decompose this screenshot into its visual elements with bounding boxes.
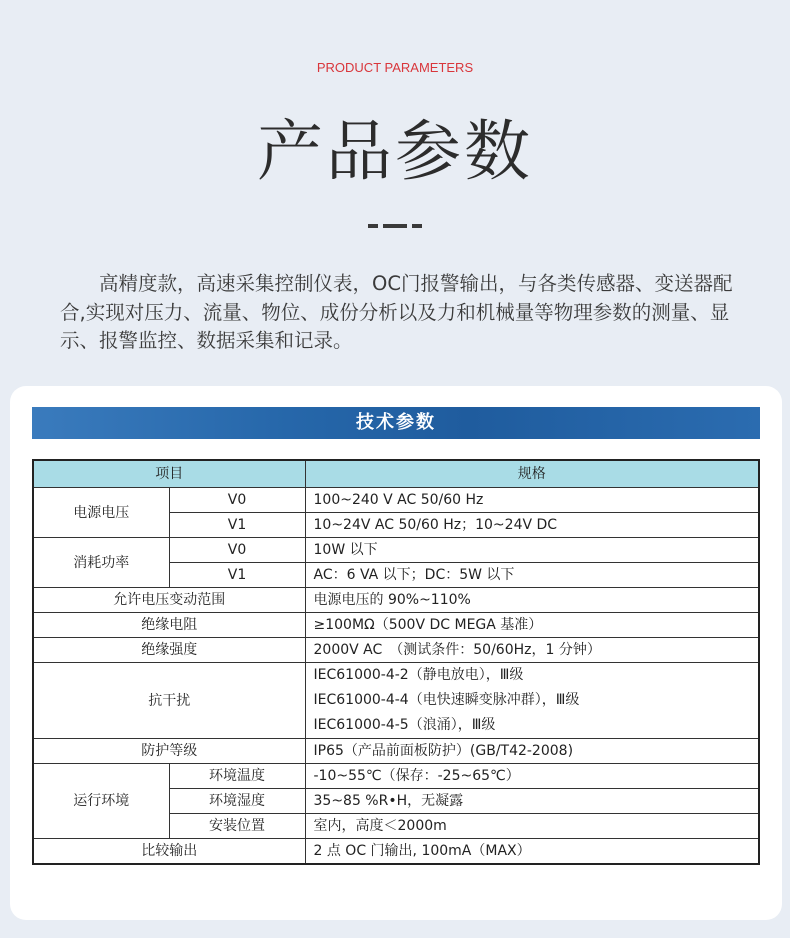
spec-band-title: 技术参数 xyxy=(32,407,760,439)
spec-card xyxy=(10,386,782,920)
row-sublabel: 环境温度 xyxy=(169,764,305,789)
row-sublabel: V0 xyxy=(169,538,305,563)
table-row xyxy=(33,638,759,663)
title-divider xyxy=(368,224,424,228)
row-value: -10~55℃（保存：-25~65℃） xyxy=(305,764,759,789)
row-label: 消耗功率 xyxy=(33,538,169,588)
row-label: 电源电压 xyxy=(33,488,169,538)
row-value: ≥100MΩ（500V DC MEGA 基准） xyxy=(305,613,759,638)
row-value: 100~240 V AC 50/60 Hz xyxy=(305,488,759,513)
row-value: 10W 以下 xyxy=(305,538,759,563)
table-row xyxy=(33,613,759,638)
row-sublabel: V1 xyxy=(169,513,305,538)
spec-table xyxy=(32,459,760,865)
row-value: 10~24V AC 50/60 Hz；10~24V DC xyxy=(305,513,759,538)
row-value: 2 点 OC 门输出, 100mA（MAX） xyxy=(305,839,759,865)
row-label: 运行环境 xyxy=(33,764,169,839)
row-value-multiline xyxy=(305,663,759,739)
row-label: 防护等级 xyxy=(33,739,305,764)
table-row xyxy=(33,488,759,513)
table-row xyxy=(33,839,759,865)
interference-line: IEC61000-4-4（电快速瞬变脉冲群），Ⅲ级 xyxy=(313,692,580,708)
interference-line: IEC61000-4-2（静电放电），Ⅲ级 xyxy=(313,667,524,683)
interference-line: IEC61000-4-5（浪涌），Ⅲ级 xyxy=(313,717,496,733)
table-row xyxy=(33,663,759,739)
table-row xyxy=(33,764,759,789)
table-row xyxy=(33,538,759,563)
row-value: 35~85 %R•H，无凝露 xyxy=(305,789,759,814)
row-value: AC：6 VA 以下；DC：5W 以下 xyxy=(305,563,759,588)
row-value: 2000V AC （测试条件：50/60Hz，1 分钟） xyxy=(305,638,759,663)
row-label: 允许电压变动范围 xyxy=(33,588,305,613)
table-row xyxy=(33,588,759,613)
header-item: 项目 xyxy=(33,460,305,488)
table-row xyxy=(33,739,759,764)
page-title: 产品参数 xyxy=(257,113,533,190)
header-section xyxy=(0,0,790,395)
row-sublabel: V0 xyxy=(169,488,305,513)
row-label: 比较输出 xyxy=(33,839,305,865)
row-label: 绝缘强度 xyxy=(33,638,305,663)
row-value: IP65（产品前面板防护）(GB/T42-2008) xyxy=(305,739,759,764)
row-label: 抗干扰 xyxy=(33,663,305,739)
intro-paragraph: 高精度款，高速采集控制仪表，OC门报警输出，与各类传感器、变送器配合,实现对压力、流量、物位、成份分析以及力和机械量等物理参数的测量、显示、报警监控、数据采集和记录。 xyxy=(60,272,733,352)
row-sublabel: 安装位置 xyxy=(169,814,305,839)
table-header-row xyxy=(33,460,759,488)
section-eyebrow: PRODUCT PARAMETERS xyxy=(316,60,474,75)
row-sublabel: V1 xyxy=(169,563,305,588)
row-value: 室内，高度＜2000m xyxy=(305,814,759,839)
row-label: 绝缘电阻 xyxy=(33,613,305,638)
row-value: 电源电压的 90%~110% xyxy=(305,588,759,613)
row-sublabel: 环境湿度 xyxy=(169,789,305,814)
header-spec: 规格 xyxy=(305,460,759,488)
